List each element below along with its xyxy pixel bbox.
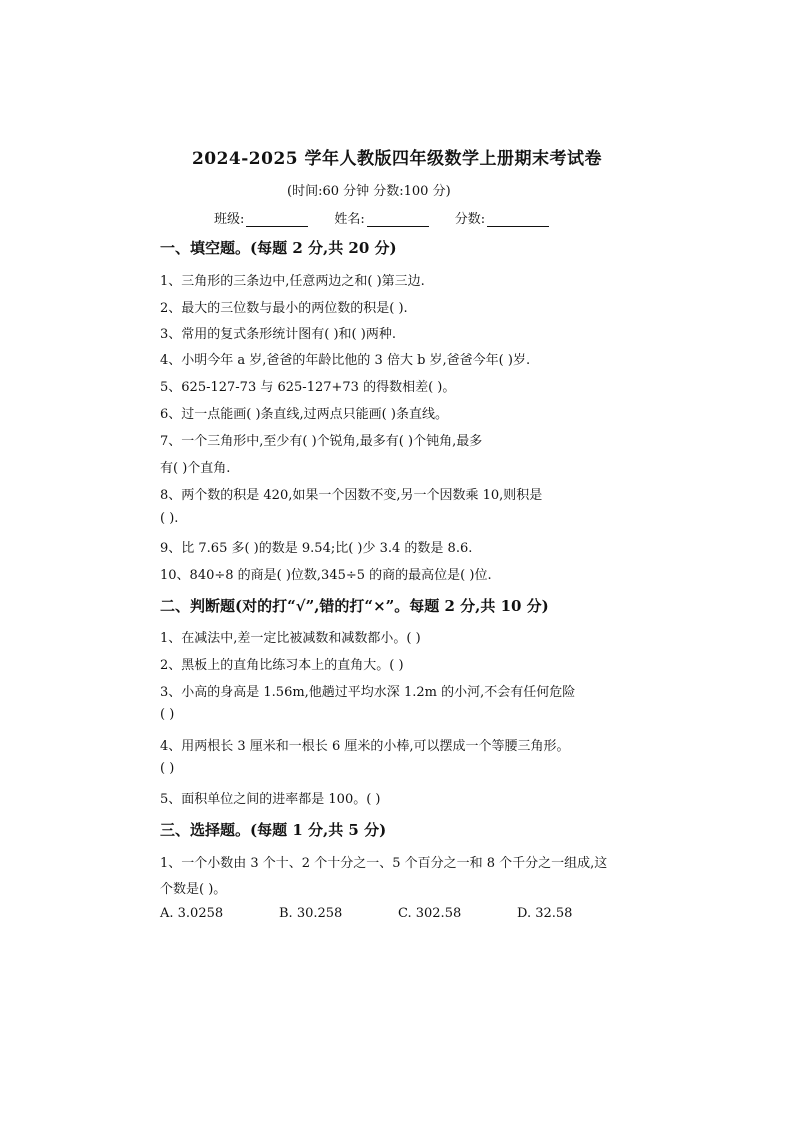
question-line: 2、最大的三位数与最小的两位数的积是( ).	[160, 301, 408, 316]
choice-d[interactable]: D. 32.58	[517, 906, 573, 921]
question-line: 9、比 7.65 多( )的数是 9.54;比( )少 3.4 的数是 8.6.	[160, 541, 473, 556]
class-label: 班级:	[214, 212, 245, 227]
question-line: ( ).	[160, 511, 179, 526]
question-line: 6、过一点能画( )条直线,过两点只能画( )条直线。	[160, 407, 448, 422]
question-line: 3、小高的身高是 1.56m,他趟过平均水深 1.2m 的小河,不会有任何危险	[160, 685, 576, 700]
score-label: 分数:	[454, 212, 486, 227]
question-line: ( )	[160, 761, 175, 776]
choice-b[interactable]: B. 30.258	[279, 906, 343, 921]
question-line: 1、三角形的三条边中,任意两边之和( )第三边.	[160, 274, 425, 289]
section1-heading: 一、填空题。(每题 2 分,共 20 分)	[160, 239, 397, 257]
choice-row	[160, 906, 636, 921]
question-line: 8、两个数的积是 420,如果一个因数不变,另一个因数乘 10,则积是	[160, 488, 543, 503]
question-line: ( )	[160, 707, 175, 722]
question-line: 个数是( )。	[160, 882, 227, 897]
section2-heading: 二、判断题(对的打“√”,错的打“×”。每题 2 分,共 10 分)	[160, 597, 549, 615]
question-line: 3、常用的复式条形统计图有( )和( )两种.	[160, 327, 396, 342]
question-line: 5、面积单位之间的进率都是 100。( )	[160, 792, 381, 807]
exam-subtitle: (时间:60 分钟 分数:100 分)	[287, 184, 451, 199]
student-info-row	[214, 208, 575, 227]
score-field	[455, 208, 549, 227]
section3-heading: 三、选择题。(每题 1 分,共 5 分)	[160, 821, 387, 839]
question-line: 5、625-127-73 与 625-127+73 的得数相差( )。	[160, 380, 456, 395]
question-line: 4、用两根长 3 厘米和一根长 6 厘米的小棒,可以摆成一个等腰三角形。	[160, 739, 570, 754]
name-blank[interactable]	[367, 210, 429, 227]
class-field	[214, 208, 308, 227]
question-line: 10、840÷8 的商是( )位数,345÷5 的商的最高位是( )位.	[160, 568, 492, 583]
name-field	[334, 208, 428, 227]
score-blank[interactable]	[487, 210, 549, 227]
question-line: 4、小明今年 a 岁,爸爸的年龄比他的 3 倍大 b 岁,爸爸今年( )岁.	[160, 353, 531, 368]
class-blank[interactable]	[246, 210, 308, 227]
choice-c[interactable]: C. 302.58	[398, 906, 462, 921]
name-label: 姓名:	[334, 212, 365, 227]
question-line: 1、在减法中,差一定比被减数和减数都小。( )	[160, 631, 421, 646]
exam-title: 2024-2025 学年人教版四年级数学上册期末考试卷	[191, 149, 603, 169]
question-line: 有( )个直角.	[160, 461, 231, 476]
choice-a[interactable]: A. 3.0258	[160, 906, 224, 921]
question-line: 2、黑板上的直角比练习本上的直角大。( )	[160, 658, 404, 673]
question-line: 7、一个三角形中,至少有( )个锐角,最多有( )个钝角,最多	[160, 434, 483, 449]
question-line: 1、一个小数由 3 个十、2 个十分之一、5 个百分之一和 8 个千分之一组成,这	[160, 856, 608, 871]
